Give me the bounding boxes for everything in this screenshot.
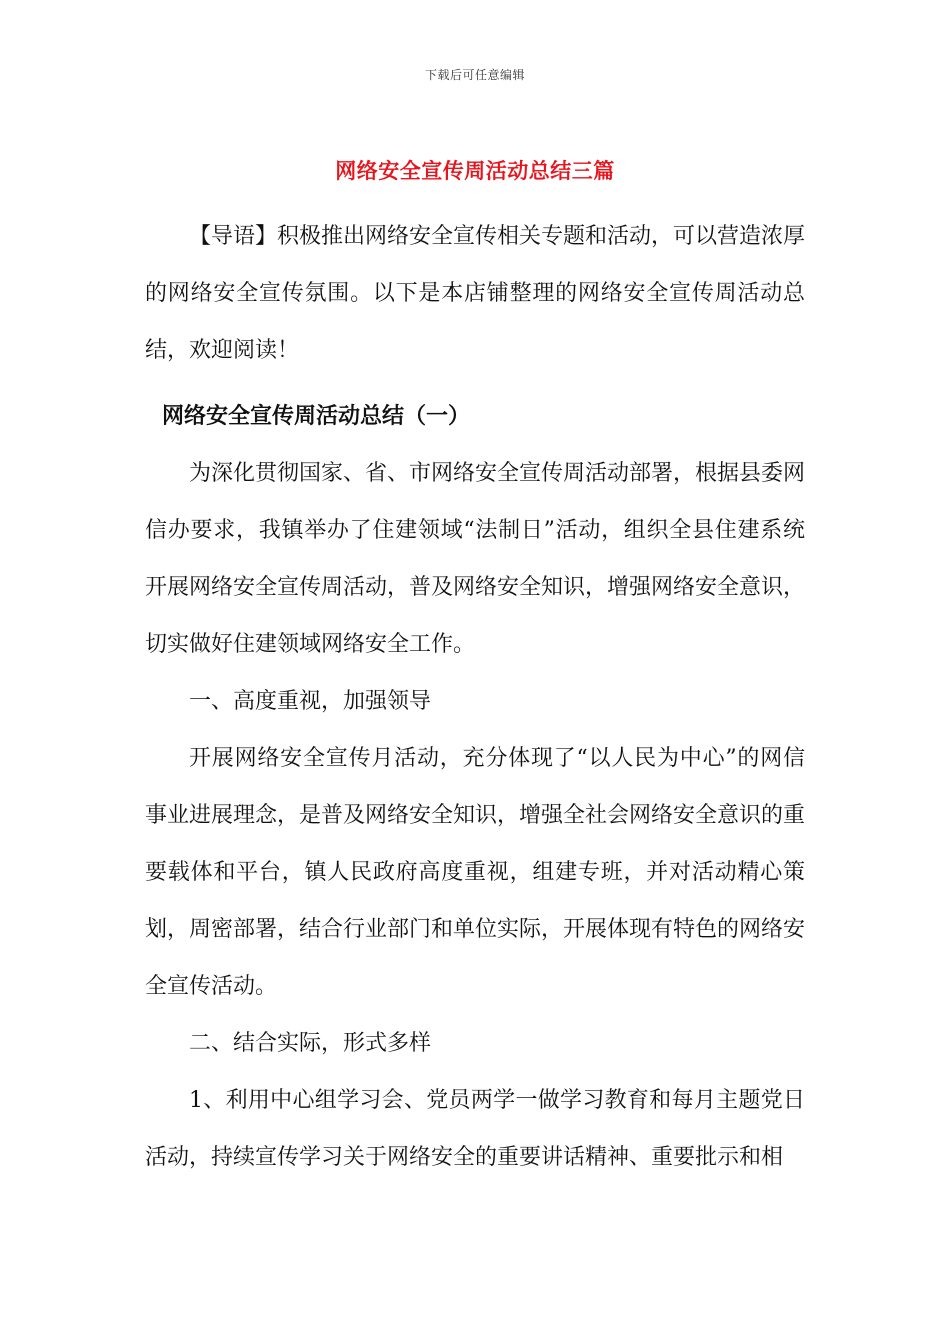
subheading: 一、高度重视，加强领导 [189, 689, 432, 714]
body-paragraph: 1、利用中心组学习会、党员两学一做学习教育和每月主题党日活动，持续宣传学习关于网络安全的重要讲话精神、重要批示和相 [145, 1088, 805, 1170]
document-body [145, 208, 805, 1186]
section-heading: 网络安全宣传周活动总结（一） [162, 403, 471, 429]
subheading: 二、结合实际，形式多样 [189, 1031, 432, 1056]
body-paragraph: 为深化贯彻国家、省、市网络安全宣传周活动部署，根据县委网信办要求，我镇举办了住建领域“法制日”活动，组织全县住建系统开展网络安全宣传周活动，普及网络安全知识，增强网络安全意识，切实做好住建领域网络安全工作。 [145, 461, 806, 657]
header-note: 下载后可任意编辑 [424, 68, 525, 82]
document-title: 网络安全宣传周活动总结三篇 [335, 158, 615, 183]
body-paragraph: 开展网络安全宣传月活动，充分体现了“以人民为中心”的网信事业进展理念，是普及网络安全知识，增强全社会网络安全意识的重要载体和平台，镇人民政府高度重视，组建专班，并对活动精心策划，周密部署，结合行业部门和单位实际，开展体现有特色的网络安全宣传活动。 [145, 746, 806, 999]
intro-paragraph: 【导语】积极推出网络安全宣传相关专题和活动，可以营造浓厚的网络安全宣传氛围。以下是本店铺整理的网络安全宣传周活动总结，欢迎阅读！ [145, 224, 806, 363]
